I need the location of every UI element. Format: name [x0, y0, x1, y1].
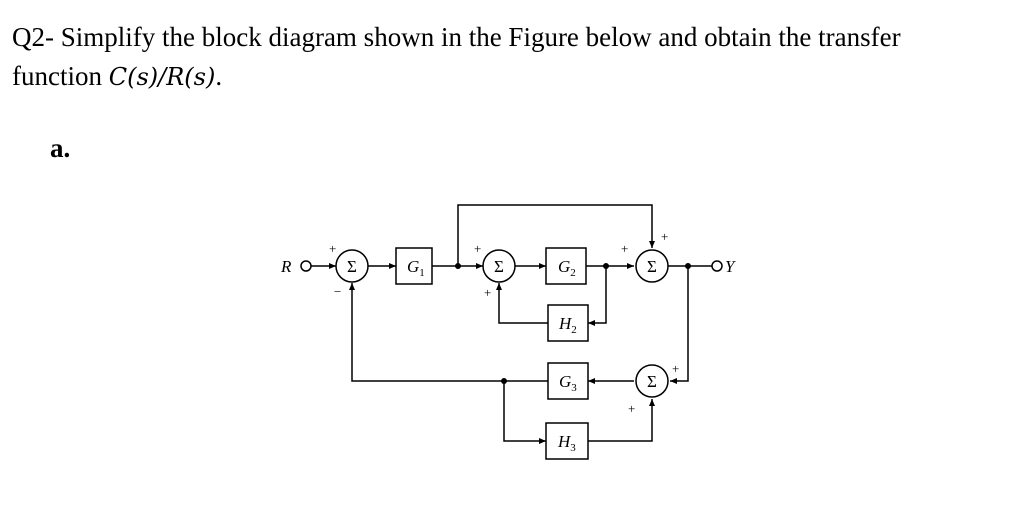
block-g3 — [548, 363, 588, 399]
summer-3 — [636, 250, 668, 282]
question-line-1: Q2- Simplify the block diagram shown in the Figure below and obtain the transfer — [12, 22, 901, 52]
block-subscript: 2 — [571, 324, 577, 336]
wire-h2-to-s2 — [499, 283, 548, 323]
block-g1 — [396, 248, 432, 284]
sign-s2-top: + — [474, 241, 482, 256]
sign-s1-top: + — [329, 241, 337, 256]
junction-dot — [603, 263, 609, 269]
block-symbol: H — [558, 432, 571, 451]
summer-4 — [636, 365, 668, 397]
wire-g2out-to-h2 — [588, 266, 606, 323]
block-h2 — [548, 305, 588, 341]
summer-symbol: Σ — [647, 372, 657, 391]
junction-dot — [685, 263, 691, 269]
question-line-2-prefix: function — [12, 61, 109, 91]
part-label: a. — [50, 133, 71, 163]
block-subscript: 3 — [570, 442, 576, 454]
wire-g3out-to-h3 — [504, 381, 546, 441]
summer-symbol: Σ — [647, 257, 657, 276]
input-label: R — [281, 257, 292, 276]
wire-h3-to-s4 — [588, 399, 652, 441]
block-g2 — [546, 248, 586, 284]
summer-2 — [483, 250, 515, 282]
transfer-function-expression: C(s)/R(s) — [108, 63, 216, 91]
sign-s1-bottom: − — [334, 284, 342, 299]
sign-s4-right: + — [672, 361, 680, 376]
junction-dot — [455, 263, 461, 269]
summer-symbol: Σ — [347, 257, 357, 276]
block-h3 — [546, 423, 588, 459]
block-symbol: G — [407, 257, 420, 276]
summer-symbol: Σ — [494, 257, 504, 276]
wire-g3-to-s1 — [352, 283, 548, 381]
sign-s3-left: + — [621, 241, 629, 256]
output-terminal — [712, 261, 722, 271]
question-line-2-suffix: . — [215, 61, 223, 91]
input-terminal — [301, 261, 311, 271]
summer-1 — [336, 250, 368, 282]
sign-s2-bottom: + — [484, 285, 492, 300]
junction-dot — [501, 378, 507, 384]
block-subscript: 1 — [419, 267, 425, 279]
block-symbol: G — [558, 257, 571, 276]
block-symbol: G — [559, 372, 572, 391]
block-subscript: 2 — [570, 267, 576, 279]
sign-s3-top: + — [661, 229, 669, 244]
block-symbol: H — [559, 314, 572, 333]
sign-s4-bottom: + — [628, 401, 636, 416]
block-subscript: 3 — [571, 382, 577, 394]
output-label: Y — [725, 257, 735, 276]
